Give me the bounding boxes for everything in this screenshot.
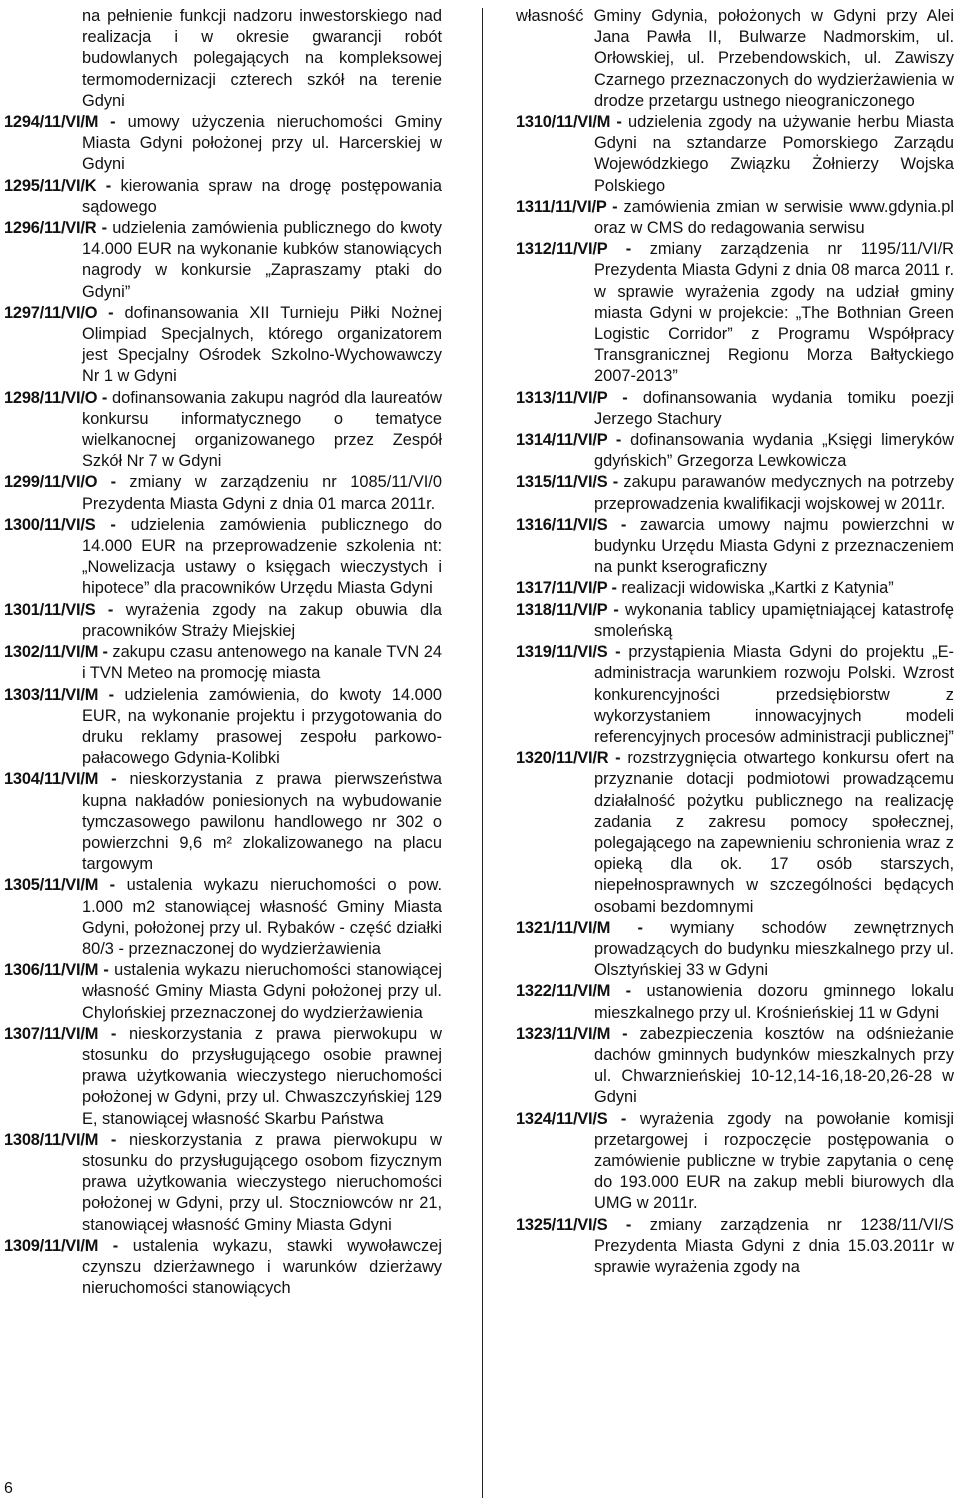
- resolution-number: 1297/11/VI/O -: [4, 303, 114, 322]
- continued-text: [516, 6, 954, 112]
- resolution-text: zmiany zarządzenia nr 1238/11/VI/S Prezydenta Miasta Gdyni z dnia 15.03.2011r w sprawie wyrażenia zgody na: [594, 1215, 954, 1276]
- resolution-text: przystąpienia Miasta Gdyni do projektu „E-administracja warunkiem rozwoju Polski. Wzrost konkurencyjności przedsiębiorstw z wykorzystaniem innowacyjnych modeli referencyjnych procesów administracji publicznej”: [594, 643, 954, 746]
- page-number: 6: [4, 1480, 13, 1497]
- resolution-entry: [516, 430, 954, 472]
- resolution-text: zmiany w zarządzeniu nr 1085/11/VI/0 Prezydenta Miasta Gdyni z dnia 01 marca 2011r.: [82, 473, 442, 513]
- resolution-text: zamówienia zmian w serwisie www.gdynia.pl oraz w CMS do redagowania serwisu: [594, 197, 954, 238]
- resolution-entry: [516, 1024, 954, 1109]
- resolution-text: dofinansowania zakupu nagród dla laureatów konkursu informatycznego o tematyce wielkanocnej organizowanego przez Zespół Szkół Nr 7 w Gdyni: [82, 388, 442, 471]
- resolution-text: zawarcia umowy najmu powierzchni w budynku Urzędu Miasta Gdyni z przeznaczeniem na punkt kserograficzny: [594, 515, 954, 577]
- resolution-entry: [4, 600, 442, 642]
- resolution-number: 1325/11/VI/S -: [516, 1215, 632, 1234]
- resolution-text: na pełnienie funkcji nadzoru inwestorskiego nad realizacja i w okresie gwarancji robót budowlanych polegających na kompleksowej termomodernizacji czterech szkół na terenie Gdyni: [82, 7, 442, 110]
- resolution-entry: [516, 1215, 954, 1279]
- resolution-entry: [516, 239, 954, 387]
- resolution-entry: [516, 578, 954, 599]
- resolution-text: zabezpieczenia kosztów na odśnieżanie dachów gminnych budynków mieszkalnych przy ul. Chwarznieńskiej 10-12,14-16,18-20,26-28 w Gdyni: [594, 1024, 954, 1107]
- resolution-entry: [4, 176, 442, 218]
- resolution-text: nieskorzystania z prawa pierwokupu w stosunku do przysługującego osobom fizycznym prawa użytkowania wieczystego nieruchomości położonej w Gdyni, przy ul. Stoczniowców nr 21, stanowiącej własność Gminy Miasta Gdyni: [82, 1130, 442, 1234]
- resolution-number: 1317/11/VI/P -: [516, 579, 617, 598]
- resolution-entry: [4, 515, 442, 600]
- resolution-number: 1316/11/VI/S -: [516, 515, 627, 534]
- resolution-text: zmiany zarządzenia nr 1195/11/VI/R Prezydenta Miasta Gdyni z dnia 08 marca 2011 r. w sprawie wyrażenia zgody na udział gminy miasta Gdyni w projekcie: „The Bothnian Green Logistic Corridor” z Programu Współpracy Transgranicznej Regionu Morza Bałtyckiego 2007-2013”: [594, 240, 954, 386]
- resolution-number: 1322/11/VI/M -: [516, 982, 631, 1001]
- resolution-text: udzielenia zamówienia publicznego do kwoty 14.000 EUR na wykonanie kubków stanowiących nagrody w konkursie „Zapraszamy ptaki do Gdyni”: [82, 219, 442, 301]
- resolution-number: 1307/11/VI/M -: [4, 1024, 117, 1043]
- continued-text: [4, 6, 442, 112]
- resolution-text: ustalenia wykazu nieruchomości stanowiącej własność Gminy Miasta Gdyni położonej przy ul. Chylońskiej przeznaczonej do wydzierżawienia: [82, 961, 442, 1022]
- resolution-text: udzielenia zgody na używanie herbu Miasta Gdyni na sztandarze Pomorskiego Zarządu Wojewódzkiego Związku Żołnierzy Wojska Polskiego: [594, 113, 954, 195]
- resolution-entry: [4, 1130, 442, 1236]
- resolution-text: wymiany schodów zewnętrznych prowadzących do budynku mieszkalnego przy ul. Olsztyńskiej 33 w Gdyni: [594, 918, 954, 980]
- resolution-text: udzielenia zamówienia, do kwoty 14.000 EUR, na wykonanie projektu i przygotowania do druku reklamy prasowej zespołu parkowo-pałacowego Gdynia-Kolibki: [82, 685, 442, 768]
- resolution-text: ustalenia wykazu, stawki wywoławczej czynszu dzierżawnego i warunków dzierżawy nieruchomości stanowiących: [82, 1236, 442, 1298]
- resolution-text: realizacji widowiska „Kartki z Katynia”: [621, 579, 894, 598]
- resolution-entry: [4, 960, 442, 1024]
- resolution-number: 1305/11/VI/M -: [4, 876, 115, 895]
- resolution-entry: [4, 685, 442, 770]
- resolution-entry: [516, 642, 954, 748]
- resolution-entry: [4, 1024, 442, 1130]
- resolution-number: 1304/11/VI/M -: [4, 770, 117, 789]
- resolution-number: 1303/11/VI/M -: [4, 685, 114, 704]
- resolution-number: 1313/11/VI/P -: [516, 388, 628, 407]
- resolution-number: 1300/11/VI/S -: [4, 515, 116, 534]
- resolution-text: ustanowienia dozoru gminnego lokalu mieszkalnego przy ul. Krośnieńskiej 11 w Gdyni: [594, 982, 954, 1022]
- right-column: [516, 6, 954, 1505]
- resolution-entry: [516, 600, 954, 642]
- resolution-text: dofinansowania XII Turnieju Piłki Nożnej Olimpiad Specjalnych, którego organizatorem jest Specjalny Ośrodek Szkolno-Wychowawczy Nr 1 w Gdyni: [82, 303, 442, 386]
- resolution-entry: [516, 197, 954, 239]
- resolution-number: 1312/11/VI/P -: [516, 240, 631, 259]
- resolution-number: 1324/11/VI/S -: [516, 1109, 627, 1128]
- resolution-entry: [516, 1109, 954, 1215]
- resolution-entry: [516, 748, 954, 918]
- resolution-text: wykonania tablicy upamiętniającej katastrofę smoleńską: [594, 600, 954, 640]
- resolution-number: 1318/11/VI/P -: [516, 600, 619, 619]
- resolution-number: 1298/11/VI/O -: [4, 388, 108, 407]
- resolution-number: 1320/11/VI/R -: [516, 749, 621, 768]
- resolution-text: umowy użyczenia nieruchomości Gminy Miasta Gdyni położonej przy ul. Harcerskiej w Gdyni: [82, 113, 442, 174]
- resolution-number: 1309/11/VI/M -: [4, 1236, 118, 1255]
- resolution-number: 1319/11/VI/S -: [516, 643, 621, 662]
- resolution-number: 1311/11/VI/P -: [516, 197, 618, 216]
- resolution-entry: [516, 112, 954, 197]
- resolution-number: 1314/11/VI/P -: [516, 431, 622, 450]
- resolution-number: 1296/11/VI/R -: [4, 219, 107, 238]
- resolution-text: zakupu parawanów medycznych na potrzeby przeprowadzenia kwalifikacji wojskowej w 2011r.: [594, 473, 954, 513]
- resolution-entry: [4, 388, 442, 473]
- column-divider: [482, 8, 483, 1498]
- resolution-number: 1321/11/VI/M -: [516, 918, 643, 937]
- resolution-text: udzielenia zamówienia publicznego do 14.000 EUR na przeprowadzenie szkolenia nt: „Nowelizacja ustawy o księgach wieczystych i hipotece” dla pracowników Urzędu Miasta Gdyni: [82, 515, 442, 598]
- resolution-text: zakupu czasu antenowego na kanale TVN 24 i TVN Meteo na promocję miasta: [82, 643, 442, 683]
- resolution-text: nieskorzystania z prawa pierwszeństwa kupna nakładów poniesionych na wybudowanie tymczasowego pawilonu handlowego nr 302 o powierzchni 9,6 m² zlokalizowanego na placu targowym: [82, 770, 442, 874]
- left-column: [4, 6, 442, 1505]
- resolution-entry: [4, 875, 442, 960]
- resolution-entry: [516, 388, 954, 430]
- resolution-number: 1295/11/VI/K -: [4, 176, 111, 195]
- resolution-text: dofinansowania wydania „Księgi limeryków gdyńskich” Grzegorza Lewkowicza: [594, 431, 954, 471]
- resolution-entry: [4, 472, 442, 514]
- resolution-entry: [516, 515, 954, 579]
- resolution-text: kierowania spraw na drogę postępowania sądowego: [82, 176, 442, 216]
- resolution-entry: [4, 769, 442, 875]
- resolution-text: wyrażenia zgody na powołanie komisji przetargowej i rozpoczęcie postępowania o zamówienie publiczne w trybie zapytania o cenę do 193.000 EUR na zakup mebli biurowych dla UMG w 2011r.: [594, 1109, 954, 1213]
- resolution-number: 1310/11/VI/M -: [516, 113, 622, 132]
- resolution-text: rozstrzygnięcia otwartego konkursu ofert na przyznanie dotacji podmiotowi prowadzącemu działalność pożytku publicznego na realizację zadania z zakresu pomocy społecznej, polegającego na zapewnieniu schronienia wraz z opieką dla ok. 17 osób starszych, niepełnosprawnych w szczególności będących osobami bezdomnymi: [594, 749, 954, 916]
- resolution-number: 1302/11/VI/M -: [4, 643, 108, 662]
- resolution-number: 1301/11/VI/S -: [4, 600, 114, 619]
- resolution-entry: [516, 918, 954, 982]
- resolution-number: 1306/11/VI/M -: [4, 961, 109, 980]
- resolution-text: dofinansowania wydania tomiku poezji Jerzego Stachury: [594, 388, 954, 428]
- resolution-entry: [4, 642, 442, 684]
- resolution-entry: [4, 1236, 442, 1300]
- resolution-number: 1323/11/VI/M -: [516, 1024, 628, 1043]
- resolution-text: wyrażenia zgody na zakup obuwia dla pracowników Straży Miejskiej: [82, 600, 442, 640]
- resolution-entry: [4, 218, 442, 303]
- resolution-entry: [4, 112, 442, 176]
- resolution-entry: [4, 303, 442, 388]
- resolution-number: 1299/11/VI/O -: [4, 473, 116, 492]
- resolution-number: 1308/11/VI/M -: [4, 1130, 117, 1149]
- resolution-number: 1315/11/VI/S -: [516, 473, 618, 492]
- resolution-entry: [516, 981, 954, 1023]
- resolution-text: nieskorzystania z prawa pierwokupu w stosunku do przysługującego osobie prawnej prawa użytkowania wieczystego nieruchomości położonej w Gdyni, przy ul. Chwaszczyńskiej 129 E, stanowiącej własność Skarbu Państwa: [82, 1024, 442, 1128]
- resolution-text: własność Gminy Gdynia, położonych w Gdyni przy Alei Jana Pawła II, Bulwarze Nadmorskim, ul. Orłowskiej, ul. Przebendowskich, ul. Zawiszy Czarnego przeznaczonych do wydzierżawienia w drodze przetargu ustnego nieograniczonego: [516, 7, 954, 110]
- resolution-entry: [516, 472, 954, 514]
- resolution-text: ustalenia wykazu nieruchomości o pow. 1.000 m2 stanowiącej własność Gminy Miasta Gdyni, położonej przy ul. Rybaków - część działki 80/3 - przeznaczonej do wydzierżawienia: [82, 876, 442, 958]
- resolution-number: 1294/11/VI/M -: [4, 113, 116, 132]
